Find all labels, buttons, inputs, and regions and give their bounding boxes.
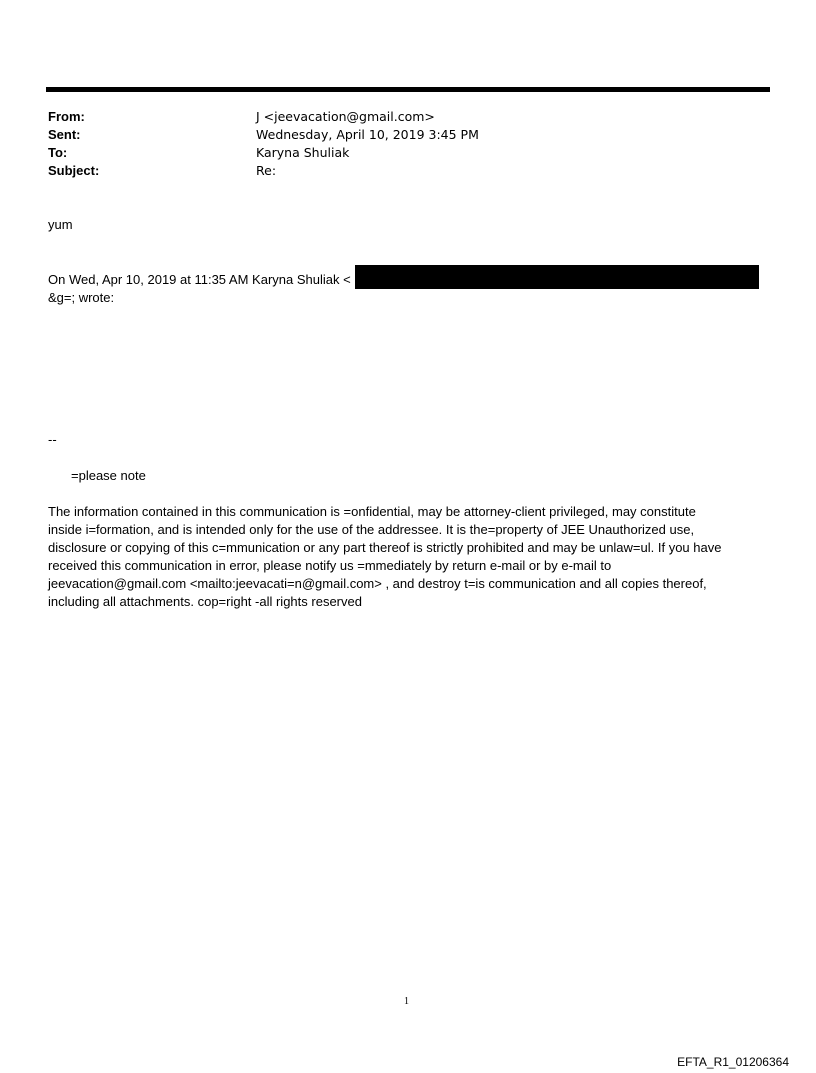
disclaimer-line: including all attachments. cop=right -all rights reserved xyxy=(48,594,362,609)
sent-row xyxy=(48,126,479,144)
page-number: 1 xyxy=(404,996,409,1007)
confidentiality-disclaimer xyxy=(48,503,768,611)
please-note-text: =please note xyxy=(71,468,146,483)
disclaimer-line: received this communication in error, please notify us =mmediately by return e-mail or by e-mail to xyxy=(48,558,612,573)
subject-value: Re: xyxy=(256,163,277,178)
quote-header-line-1: On Wed, Apr 10, 2019 at 11:35 AM Karyna Shuliak < xyxy=(48,272,351,287)
subject-row xyxy=(48,162,479,180)
disclaimer-line: jeevacation@gmail.com <mailto:jeevacati=n@gmail.com> , and destroy t=is communication and all copies thereof, xyxy=(48,576,707,591)
disclaimer-line: inside i=formation, and is intended only for the use of the addressee. It is the=property of JEE Unauthorized use, xyxy=(48,522,695,537)
reply-text: yum xyxy=(48,217,73,232)
from-value: J <jeevacation@gmail.com> xyxy=(256,109,435,124)
sent-label: Sent: xyxy=(48,127,81,142)
signature-separator: -- xyxy=(48,432,57,447)
disclaimer-line: disclosure or copying of this c=mmunication or any part thereof is strictly prohibited and may be unlaw=ul. If you have xyxy=(48,540,722,555)
sent-value: Wednesday, April 10, 2019 3:45 PM xyxy=(256,127,479,142)
header-divider-rule xyxy=(46,87,770,92)
from-row xyxy=(48,108,479,126)
to-value: Karyna Shuliak xyxy=(256,145,350,160)
from-label: From: xyxy=(48,109,85,124)
to-label: To: xyxy=(48,145,68,160)
quote-header-line-2: &g=; wrote: xyxy=(48,290,115,305)
redaction-bar xyxy=(355,265,759,289)
bates-number: EFTA_R1_01206364 xyxy=(677,1055,789,1069)
to-row xyxy=(48,144,479,162)
email-header xyxy=(48,108,479,180)
subject-label: Subject: xyxy=(48,163,100,178)
disclaimer-line: The information contained in this communication is =onfidential, may be attorney-client privileged, may constitute xyxy=(48,504,696,519)
